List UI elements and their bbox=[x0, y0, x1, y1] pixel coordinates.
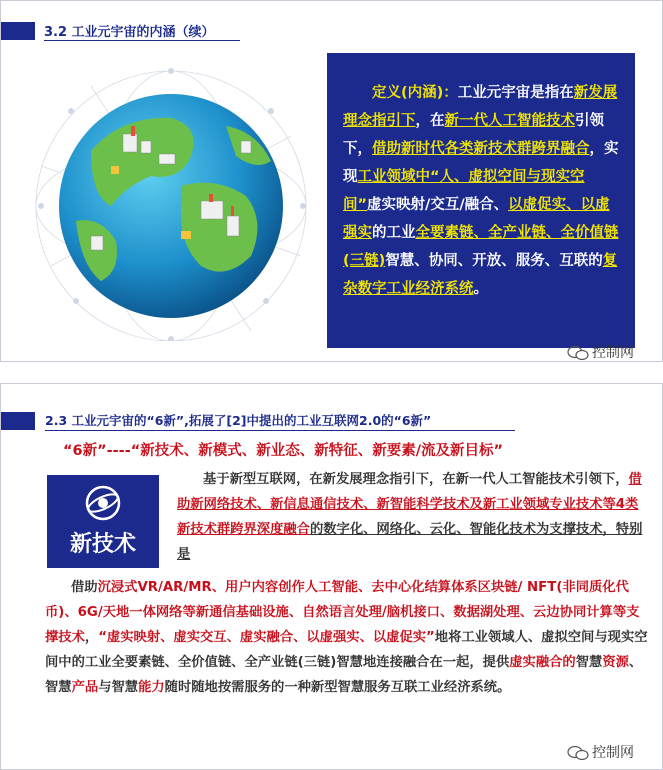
slide-new-technology bbox=[0, 383, 663, 770]
slide2-para2-run: 产品 bbox=[71, 680, 99, 695]
watermark bbox=[567, 742, 634, 762]
watermark bbox=[567, 342, 634, 362]
paragraph-1 bbox=[177, 467, 643, 567]
slide1-definition-run: 工业元宇宙是指在 bbox=[457, 85, 574, 101]
slide2-para2-run: 。 bbox=[497, 680, 511, 695]
slide2-para2-run: 地将工业领域人、虚拟空间与现实空间中的工业全要素链、全价值链、全产业链(三链)智慧地连接融合在一起，提供 bbox=[45, 630, 648, 670]
slide2-para1-run: 的数字化、网络化、云化、智能化技术为支撑技术，特别是 bbox=[177, 522, 643, 562]
slide1-definition-run: 定义(内涵)： bbox=[372, 85, 458, 101]
slide2-para2-run: 能力 bbox=[138, 680, 165, 695]
slide2-para2-run: 、智慧 bbox=[45, 655, 643, 695]
slide1-definition-run: 新一代人工智能技术 bbox=[444, 113, 575, 129]
watermark-text: 控制网 bbox=[592, 745, 634, 761]
slide2-para2-run: 沉浸式VR/AR/MR、用户内容创作人工智能、去中心化结算体系区块链/ NFT(非同质化代币)、6G/天地一体网络等新通信基础设施、自然语言处理/脑机接口、数据湖处理、云边协同计算等支撑技术 bbox=[45, 580, 640, 645]
paragraph-1-text bbox=[177, 472, 642, 562]
wechat-icon bbox=[567, 346, 589, 360]
slide2-para2-run: ， bbox=[84, 630, 99, 645]
subtitle: “6新”----“新技术、新模式、新业态、新特征、新要素/流及新目标” bbox=[63, 443, 504, 459]
watermark-text: 控制网 bbox=[592, 345, 634, 361]
slide1-definition-run: 。 bbox=[473, 281, 488, 297]
slide2-para2-run: 智慧 bbox=[575, 655, 603, 670]
slide-title: 3.2 工业元宇宙的内涵（续） bbox=[44, 25, 215, 40]
slide2-para2-run: 资源 bbox=[602, 655, 629, 670]
definition-box bbox=[327, 53, 635, 348]
slide2-para1-run: 基于新型互联网，在新发展理念指引下，在新一代人工智能技术引领下， bbox=[203, 472, 629, 487]
slide1-definition-run: 智慧、协同、开放、服务、互联的 bbox=[385, 253, 603, 269]
slide2-para1-run: 借助新网络技术、新信息通信技术、新智能科学技术及新工业领域专业技术等4类新技术群跨界深度融合 bbox=[177, 472, 642, 537]
slide1-definition-run: 新发展理念指引下 bbox=[343, 85, 618, 129]
slide1-definition-run: 借助新时代各类新技术群跨界融合 bbox=[372, 141, 590, 157]
wechat-icon bbox=[567, 746, 589, 760]
slide1-definition-run: 全要素链、全产业链、全价值链(三链) bbox=[343, 225, 619, 269]
title-underline bbox=[44, 40, 240, 41]
title-underline bbox=[45, 430, 515, 431]
slide1-definition-run: 复杂数字工业经济系统 bbox=[343, 253, 618, 297]
new-technology-tile bbox=[47, 475, 159, 568]
slide1-definition-run: 的工业 bbox=[372, 225, 416, 241]
slide1-definition-run: 工业领域中“人、虚拟空间与现实空间” bbox=[343, 169, 585, 213]
definition-text bbox=[343, 85, 619, 297]
slide-definition bbox=[0, 0, 663, 362]
slide1-definition-run: ，在 bbox=[415, 113, 445, 129]
paragraph-2-text bbox=[45, 580, 648, 695]
slide2-para2-run: “虚实映射、虚实交互、虚实融合、以虚强实、以虚促实” bbox=[98, 630, 435, 645]
slide2-para2-run: 随时随地按需服务的一种新型智慧服务互联工业经济系统 bbox=[164, 680, 498, 695]
slide1-definition-run: ，实现 bbox=[343, 141, 619, 185]
paragraph-2 bbox=[45, 575, 649, 700]
orbit-icon bbox=[83, 483, 123, 523]
header-accent-bar bbox=[1, 22, 35, 40]
globe-illustration bbox=[31, 56, 311, 341]
slide1-definition-run: 引领下， bbox=[343, 113, 604, 157]
header-accent-bar bbox=[1, 412, 35, 430]
slide1-definition-run: 以虚促实、以虚强实 bbox=[343, 197, 610, 241]
slide2-para2-run: 借助 bbox=[71, 580, 98, 595]
slide1-definition-run: 虚实映射/交互/融合、 bbox=[367, 197, 509, 213]
slide2-para2-run: 虚实融合的 bbox=[509, 655, 576, 670]
slide2-para2-run: 与智慧 bbox=[98, 680, 139, 695]
tile-label: 新技术 bbox=[69, 532, 136, 557]
slide-title: 2.3 工业元宇宙的“6新”,拓展了[2]中提出的工业互联网2.0的“6新” bbox=[45, 413, 432, 428]
